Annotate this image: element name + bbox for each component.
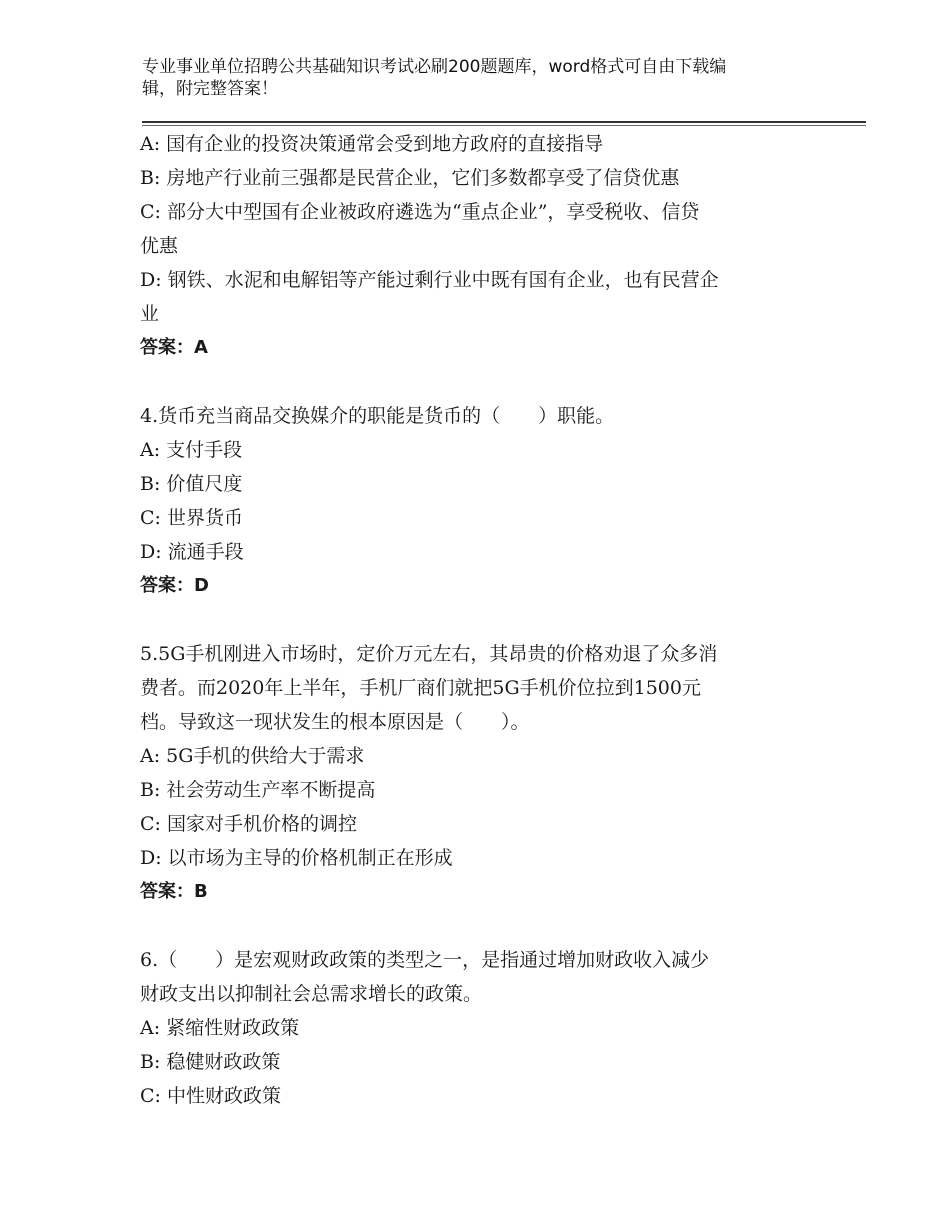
q5-option-a: A: 5G手机的供给大于需求 bbox=[140, 745, 365, 767]
q4-option-b: B: 价值尺度 bbox=[140, 473, 243, 495]
q6-option-a: A: 紧缩性财政政策 bbox=[140, 1017, 300, 1039]
q3-option-b: B: 房地产行业前三强都是民营企业，它们多数都享受了信贷优惠 bbox=[140, 167, 680, 189]
header-rule-thick bbox=[142, 121, 866, 123]
q4-option-c: C: 世界货币 bbox=[140, 507, 243, 529]
q5-option-d: D: 以市场为主导的价格机制正在形成 bbox=[140, 847, 453, 869]
spacer bbox=[140, 603, 810, 637]
q4-option-a: A: 支付手段 bbox=[140, 439, 243, 461]
q5-option-c: C: 国家对手机价格的调控 bbox=[140, 813, 357, 835]
q3-option-d-line1: D: 钢铁、水泥和电解铝等产能过剩行业中既有国有企业，也有民营企 bbox=[140, 269, 719, 291]
q6-stem-line2: 财政支出以抑制社会总需求增长的政策。 bbox=[140, 983, 483, 1005]
header-line-2: 辑，附完整答案！ bbox=[142, 79, 278, 99]
q5-stem-line3: 档。导致这一现状发生的根本原因是（ ）。 bbox=[140, 711, 530, 733]
q4-option-d: D: 流通手段 bbox=[140, 541, 244, 563]
q4-answer: 答案：D bbox=[140, 575, 209, 596]
q3-answer: 答案：A bbox=[140, 337, 208, 358]
spacer bbox=[140, 365, 810, 399]
q5-stem-line1: 5.5G手机刚进入市场时，定价万元左右，其昂贵的价格劝退了众多消 bbox=[140, 643, 718, 665]
q6-option-b: B: 稳健财政政策 bbox=[140, 1051, 281, 1073]
q3-option-d-line2: 业 bbox=[140, 303, 160, 325]
question-3-block bbox=[140, 127, 810, 365]
q5-option-b: B: 社会劳动生产率不断提高 bbox=[140, 779, 376, 801]
q6-stem-line1: 6.（ ）是宏观财政政策的类型之一，是指通过增加财政收入减少 bbox=[140, 949, 710, 971]
question-content bbox=[140, 127, 810, 1113]
q3-option-c-line1: C: 部分大中型国有企业被政府遴选为“重点企业”，享受税收、信贷 bbox=[140, 201, 700, 223]
spacer bbox=[140, 909, 810, 943]
header-rule-thin bbox=[142, 125, 866, 126]
page-header bbox=[142, 56, 802, 100]
question-5-block bbox=[140, 637, 810, 909]
question-6-block bbox=[140, 943, 810, 1113]
q6-option-c: C: 中性财政政策 bbox=[140, 1085, 281, 1107]
question-4-block bbox=[140, 399, 810, 603]
q5-answer: 答案：B bbox=[140, 881, 208, 902]
q3-option-a: A: 国有企业的投资决策通常会受到地方政府的直接指导 bbox=[140, 133, 604, 155]
header-line-1: 专业事业单位招聘公共基础知识考试必刷200题题库，word格式可自由下载编 bbox=[142, 57, 727, 77]
q3-option-c-line2: 优惠 bbox=[140, 235, 179, 257]
q5-stem-line2: 费者。而2020年上半年，手机厂商们就把5G手机价位拉到1500元 bbox=[140, 677, 701, 699]
q4-stem: 4.货币充当商品交换媒介的职能是货币的（ ）职能。 bbox=[140, 405, 615, 427]
